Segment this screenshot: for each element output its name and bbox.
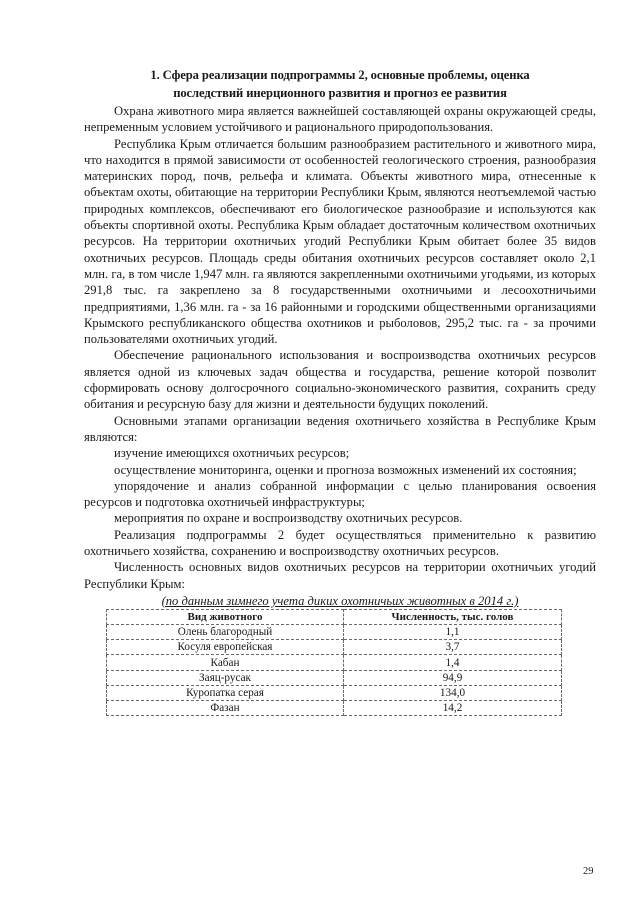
page-number: 29 [583, 866, 594, 877]
paragraph-main-stages: Основными этапами организации ведения охотничьего хозяйства в Республике Крым являются: [84, 413, 596, 444]
species-name-cell: Фазан [107, 701, 344, 716]
table-row [107, 685, 562, 700]
list-item-monitoring: осуществление мониторинга, оценки и прогноза возможных изменений их состояния; [114, 462, 577, 477]
section-heading-line-1: 1. Сфера реализации подпрограммы 2, основные проблемы, оценка [150, 68, 530, 82]
table-row [107, 701, 562, 716]
table-row [107, 625, 562, 640]
species-name-cell: Заяц-русак [107, 670, 344, 685]
paragraph-wildlife-protection: Охрана животного мира является важнейшей составляющей охраны окружающей среды, непременным условием устойчивого и рационального природопользования. [84, 104, 596, 135]
section-heading [84, 66, 596, 102]
species-table [106, 609, 562, 716]
species-name-cell: Косуля европейская [107, 640, 344, 655]
species-count-cell: 94,9 [344, 670, 562, 685]
paragraph-implementation: Реализация подпрограммы 2 будет осуществляться применительно к развитию охотничьего хозяйства, сохранению и воспроизводству охотничьих ресурсов. [84, 527, 596, 559]
column-header-count: Численность, тыс. голов [344, 609, 562, 624]
table-row [107, 670, 562, 685]
species-count-cell: 134,0 [344, 685, 562, 700]
species-count-cell: 14,2 [344, 701, 562, 716]
species-name-cell: Куропатка серая [107, 685, 344, 700]
table-row [107, 640, 562, 655]
table-row [107, 655, 562, 670]
table-caption: (по данным зимнего учета диких охотничьих животных в 2014 г.) [161, 593, 519, 608]
paragraph-population-intro: Численность основных видов охотничьих ресурсов на территории охотничьих угодий Республики Крым: [84, 560, 596, 591]
paragraph-rational-use: Обеспечение рационального использования и воспроизводства охотничьих ресурсов является одной из ключевых задач общества и государства, решение которой позволит сформировать основу долгосрочного социально-экономического развития, сохранить среду обитания и ресурсную базу для жизни и деятельности будущих поколений. [84, 348, 596, 412]
paragraph-crimea-biodiversity: Республика Крым отличается большим разнообразием растительного и животного мира, что находится в прямой зависимости от особенностей геологического строения, разнообразия материнских пород, почв, рельефа и климата. Объекты животного мира, отнесенные к объектам охоты, обитающие на территории Республики Крым, являются неотъемлемой частью природных комплексов, обеспечивают его биологическое разнообразие и используются как объекты спортивной охоты. Республика Крым обладает достаточным количеством охотничьих ресурсов. На территории охотничьих угодий Республики Крым обитает более 35 видов охотничьих ресурсов. Площадь среды обитания охотничьих ресурсов составляет около 2,1 млн. га, в том числе 1,947 млн. га являются закрепленными охотничьими угодьями, из которых 291,8 тыс. га закреплено за 8 государственными охотничьими и лесоохотничьими предприятиями, 1,36 млн. га - за 16 районными и городскими общественными организациями Крымского республиканского общества охотников и рыболовов, 295,2 тыс. га - за прочими пользователями охотничьих угодий. [84, 136, 596, 347]
list-item-analysis: упорядочение и анализ собранной информации с целью планирования освоения ресурсов и подготовка охотничьей инфраструктуры; [84, 478, 596, 510]
species-name-cell: Олень благородный [107, 625, 344, 640]
species-name-cell: Кабан [107, 655, 344, 670]
list-item-study-resources: изучение имеющихся охотничьих ресурсов; [114, 446, 350, 461]
list-item-protection: мероприятия по охране и воспроизводству охотничьих ресурсов. [114, 511, 463, 526]
species-count-cell: 1,4 [344, 655, 562, 670]
table-header-row [107, 609, 562, 624]
species-count-cell: 3,7 [344, 640, 562, 655]
species-count-cell: 1,1 [344, 625, 562, 640]
section-heading-line-2: последствий инерционного развития и прогноз ее развития [173, 86, 507, 100]
column-header-species: Вид животного [107, 609, 344, 624]
document-page [84, 66, 596, 716]
